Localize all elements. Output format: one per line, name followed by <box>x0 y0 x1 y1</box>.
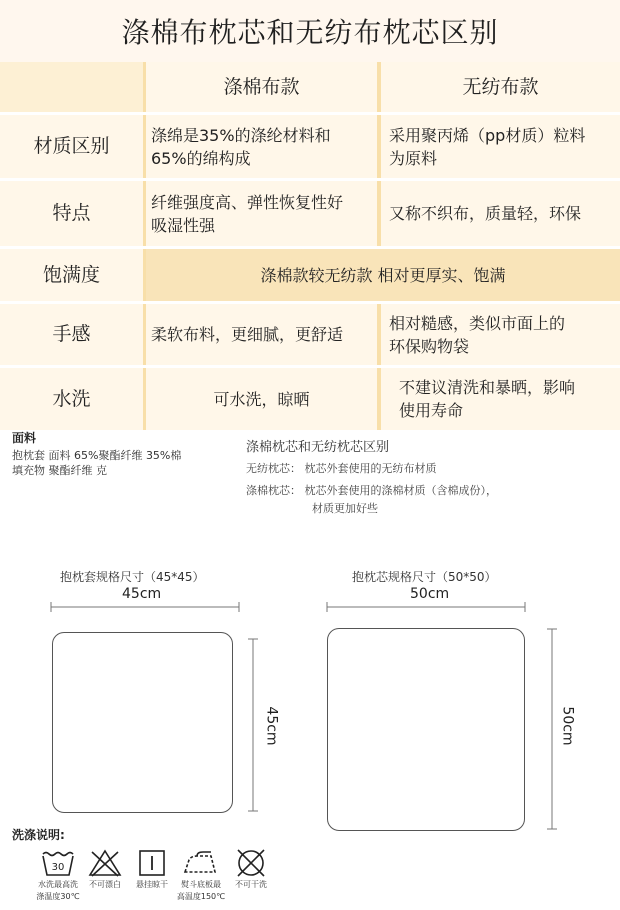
no-bleach-icon <box>87 848 123 878</box>
nonwoven-cell <box>381 115 620 178</box>
table-row <box>0 115 620 178</box>
cover-height-dimension-line <box>246 638 260 812</box>
care-caption: 高温度150℃ <box>176 892 226 901</box>
row-label: 材质区别 <box>33 135 110 157</box>
header-nonwoven-cell <box>381 62 620 112</box>
nonwoven-cell <box>381 181 620 246</box>
table-row <box>0 368 620 430</box>
care-caption: 水洗最高洗 <box>38 880 78 889</box>
row-label-cell <box>0 249 143 301</box>
fabric-line: 填充物 聚酯纤维 克 <box>12 464 107 477</box>
insert-height-dimension-line <box>545 628 559 830</box>
insert-size-label: 抱枕芯规格尺寸（50*50） <box>352 570 497 584</box>
row-label: 饱满度 <box>42 263 100 286</box>
pillow-cover-outline <box>52 632 233 813</box>
care-item-no-dry-clean <box>228 848 274 890</box>
nonwoven-cell <box>381 368 620 430</box>
care-item-hang-dry <box>132 848 172 890</box>
cell-text: 纤维强度高、弹性恢复性好 <box>151 192 344 212</box>
header-nonwoven: 无纺布款 <box>462 75 539 98</box>
wash-30-icon <box>40 848 76 878</box>
cell-text: 不建议清洗和暴晒，影响 <box>399 378 576 397</box>
cotton-cell <box>146 304 377 365</box>
care-caption: 不可漂白 <box>89 880 121 889</box>
cover-width-value: 45cm <box>122 586 162 602</box>
notes-line: 涤棉枕芯： 枕芯外套使用的涤棉材质（含棉成份）， <box>246 484 497 497</box>
cell-text: 涤棉款较无纺款 相对更厚实、饱满 <box>260 265 506 285</box>
cover-size-label: 抱枕套规格尺寸（45*45） <box>60 570 205 584</box>
cell-text: 柔软布料，更细腻，更舒适 <box>151 325 344 344</box>
cell-text: 使用寿命 <box>399 401 464 420</box>
notes-heading: 涤棉枕芯和无纺枕芯区别 <box>246 440 390 455</box>
page-title <box>0 0 620 62</box>
row-label-cell <box>0 304 143 365</box>
table-row <box>0 181 620 246</box>
care-caption: 不可干洗 <box>235 880 267 889</box>
wash-temp-text: 30 <box>51 862 65 873</box>
care-item-wash <box>34 848 82 902</box>
care-item-no-bleach <box>84 848 126 890</box>
cell-text: 为原料 <box>389 148 438 168</box>
cover-height-value: 45cm <box>263 706 280 746</box>
cell-text: 可水洗，晾晒 <box>213 389 310 409</box>
no-dry-clean-icon <box>233 848 269 878</box>
insert-width-value: 50cm <box>410 586 450 602</box>
care-heading: 洗涤说明: <box>12 828 65 842</box>
cell-text: 又称不织布，质量轻，环保 <box>389 204 582 223</box>
cell-text: 涤绵是35%的涤纶材料和 <box>151 125 331 145</box>
header-cotton: 涤棉布款 <box>223 75 300 98</box>
cell-text: 环保购物袋 <box>389 336 470 356</box>
care-caption: 悬挂晾干 <box>136 880 168 889</box>
cell-text: 65%的绵构成 <box>151 148 251 168</box>
row-label: 水洗 <box>52 387 91 410</box>
cell-text: 吸湿性强 <box>151 215 216 235</box>
cell-text: 相对糙感，类似市面上的 <box>389 313 566 333</box>
care-item-iron <box>176 848 226 902</box>
header-corner-cell <box>0 62 143 112</box>
header-cotton-cell <box>146 62 377 112</box>
row-label-cell <box>0 368 143 430</box>
iron-icon <box>181 848 221 878</box>
notes-line: 无纺枕芯： 枕芯外套使用的无纺布材质 <box>246 462 437 475</box>
row-label-cell <box>0 181 143 246</box>
table-row <box>0 249 620 301</box>
page-title-text: 涤棉布枕芯和无纺布枕芯区别 <box>121 16 499 49</box>
fabric-heading: 面料 <box>12 431 37 445</box>
row-label-cell <box>0 115 143 178</box>
cotton-cell <box>146 368 377 430</box>
row-label: 手感 <box>52 323 91 345</box>
fabric-line: 抱枕套 面料 65%聚酯纤维 35%棉 <box>12 449 182 462</box>
insert-height-value: 50cm <box>559 706 576 746</box>
care-caption: 涤温度30℃ <box>36 892 80 901</box>
cell-text: 采用聚丙烯（pp材质）粒料 <box>389 125 586 145</box>
cover-width-dimension-line <box>50 600 240 614</box>
row-label: 特点 <box>52 202 91 224</box>
hang-dry-icon <box>134 848 170 878</box>
pillow-insert-outline <box>327 628 525 831</box>
nonwoven-cell <box>381 304 620 365</box>
care-caption: 熨斗底板最 <box>181 880 221 889</box>
insert-width-dimension-line <box>326 600 526 614</box>
merged-cell <box>146 249 620 301</box>
notes-line: 材质更加好些 <box>312 502 378 515</box>
cotton-cell <box>146 115 377 178</box>
table-row <box>0 304 620 365</box>
table-header-row <box>0 62 620 112</box>
cotton-cell <box>146 181 377 246</box>
